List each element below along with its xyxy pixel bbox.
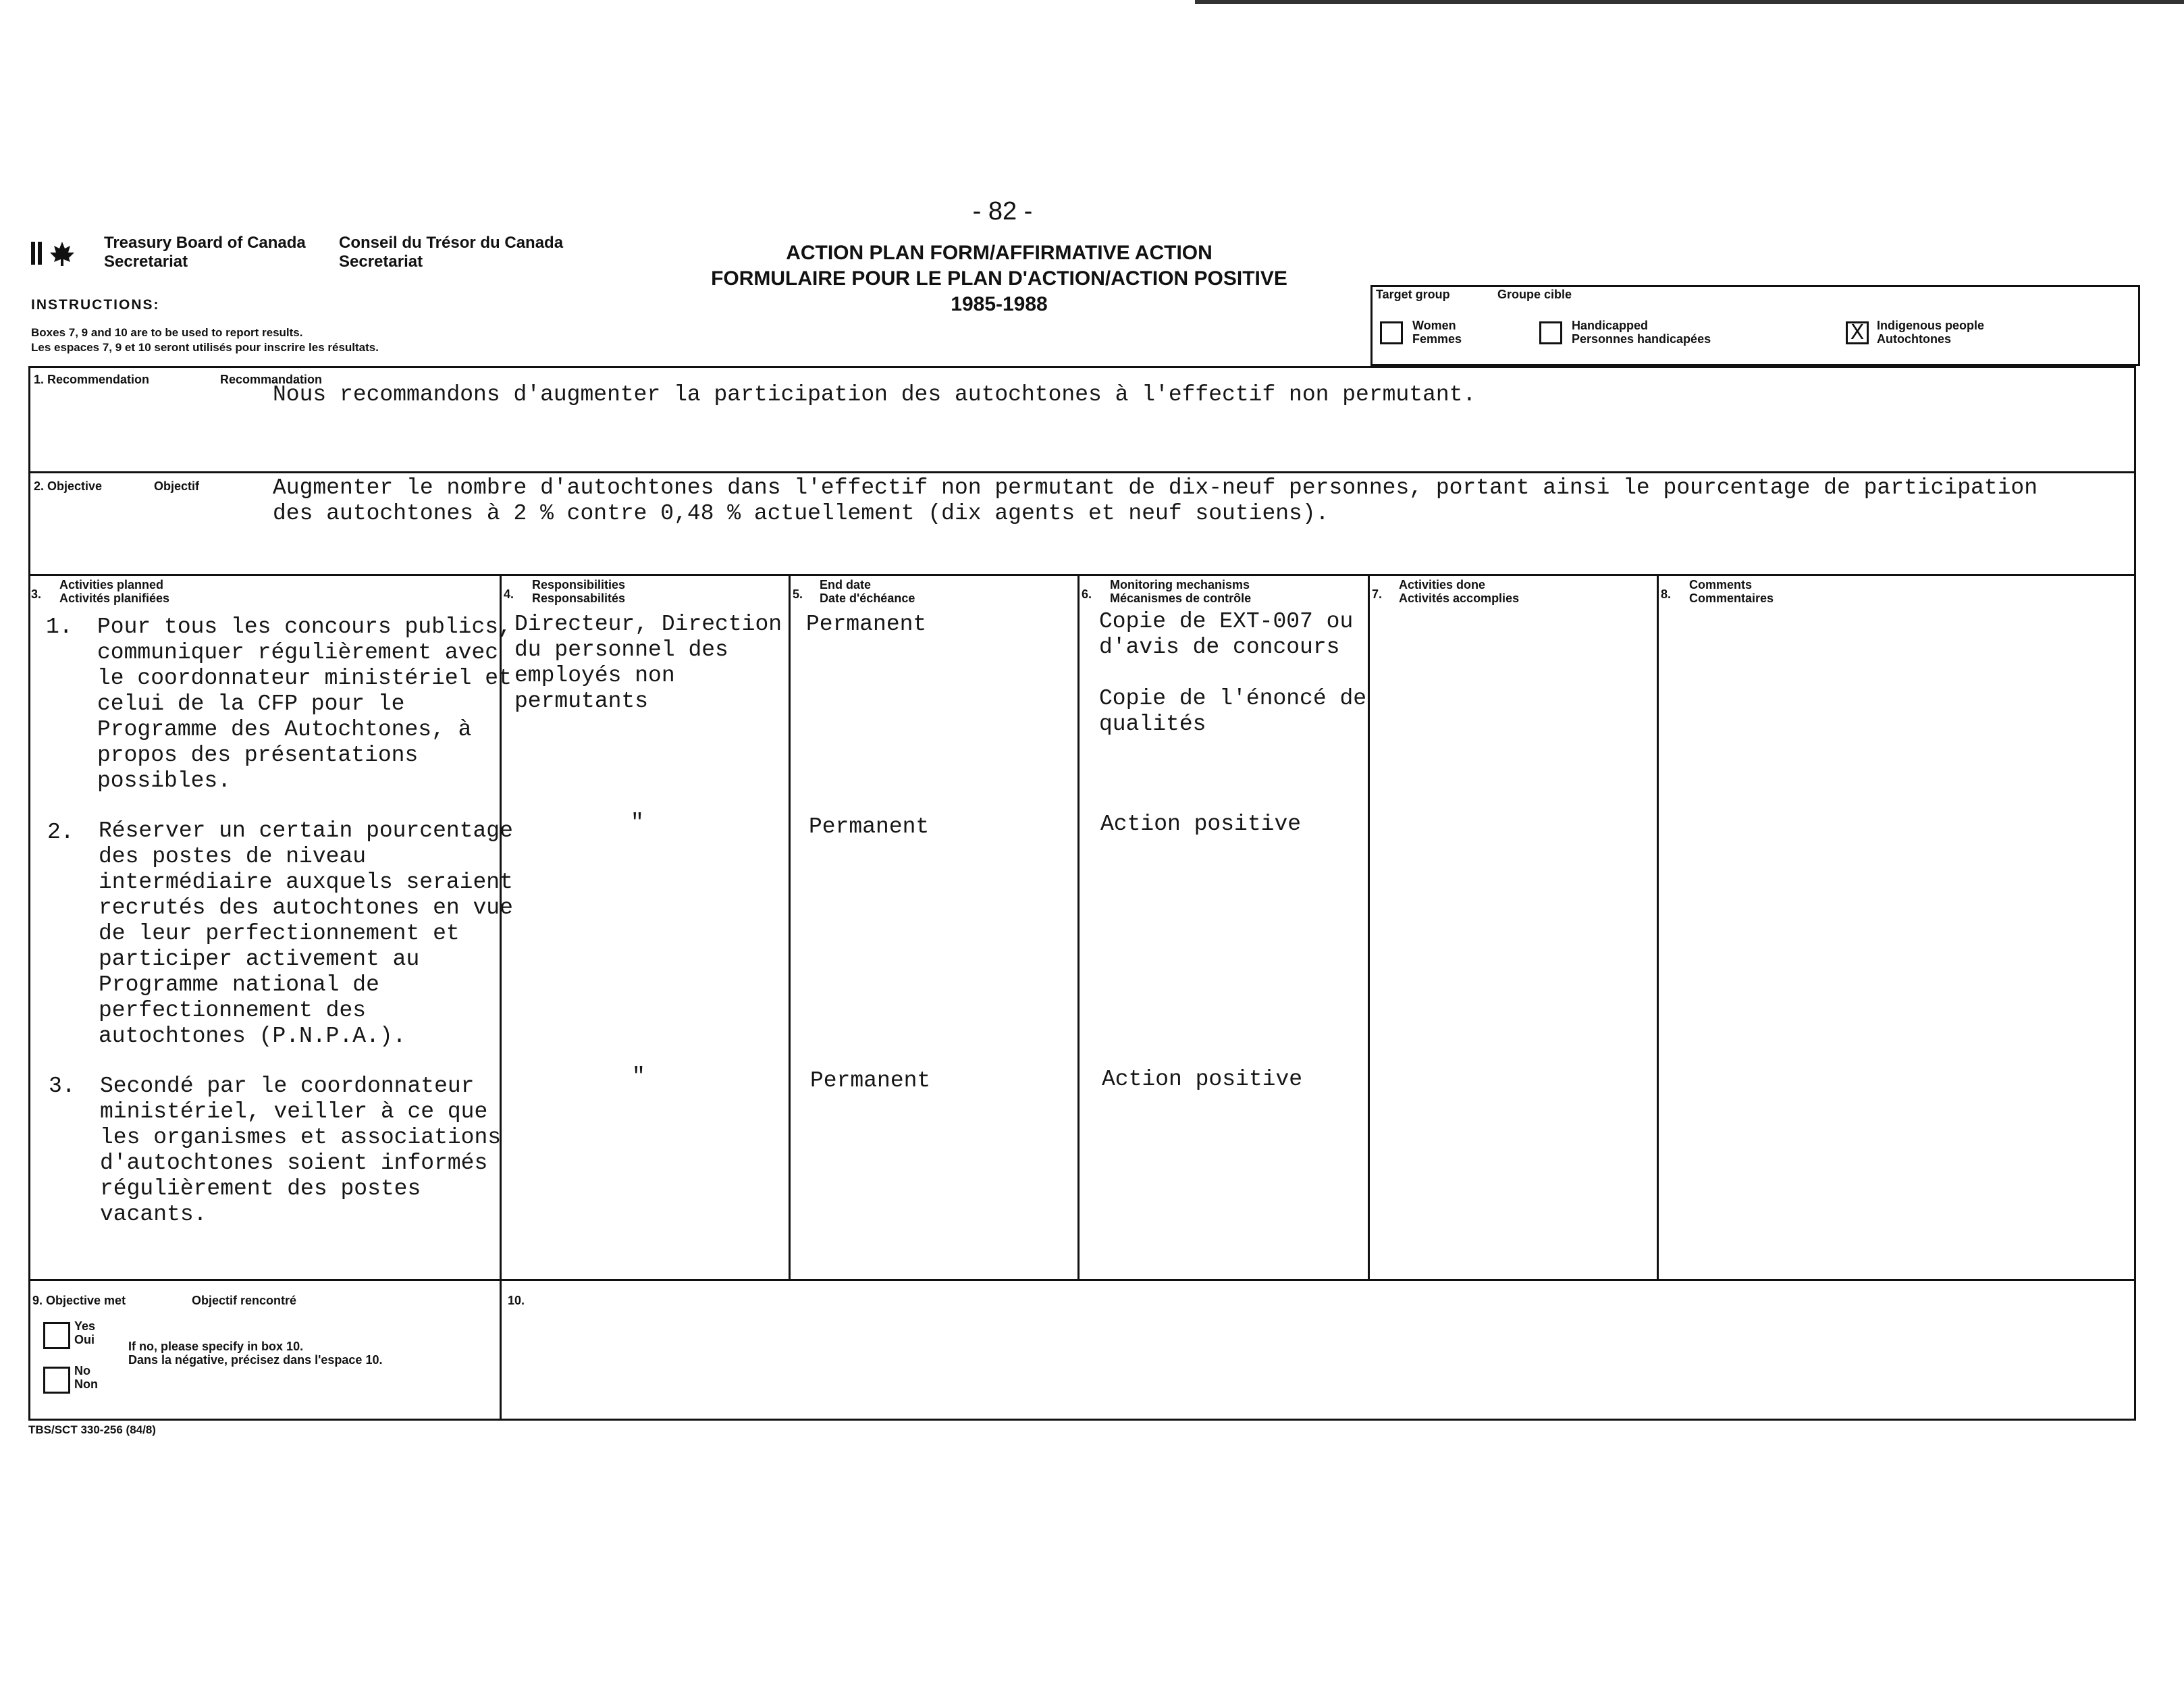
title-line2: FORMULAIRE POUR LE PLAN D'ACTION/ACTION POSITIVE (711, 267, 1287, 290)
col7-en: Activities done (1399, 578, 1486, 591)
row1-activity (97, 614, 512, 794)
note-en: If no, please specify in box 10. (128, 1340, 304, 1353)
col8-num: 8. (1661, 587, 1672, 601)
indigenous-en: Indigenous people (1877, 319, 1985, 332)
row2-number: 2. (47, 820, 74, 845)
row1-activity-line: possibles. (97, 768, 232, 793)
row1-mon-line: Copie de EXT-007 ou (1099, 609, 1354, 634)
col3-header (59, 578, 169, 605)
target-group-box (1370, 285, 2140, 366)
org-fr-line2: Secretariat (339, 253, 423, 271)
women-en: Women (1412, 319, 1456, 332)
no-en: No (74, 1364, 90, 1377)
row1-activity-line: communiquer régulièrement avec (97, 640, 499, 665)
row2-activity (99, 818, 513, 1049)
handicapped-checkbox[interactable] (1539, 321, 1562, 344)
recommendation-label-fr: Recommandation (220, 373, 323, 386)
form-title (635, 240, 1364, 317)
col6-num: 6. (1082, 587, 1092, 601)
indigenous-checkbox[interactable]: X (1846, 321, 1869, 344)
row1-end-date: Permanent (806, 612, 927, 637)
org-en-line2: Secretariat (104, 253, 188, 271)
row3-activity-line: ministériel, veiller à ce que (100, 1099, 488, 1124)
row3-activity-line: régulièrement des postes (100, 1176, 421, 1201)
row2-monitoring: Action positive (1100, 812, 1302, 837)
scan-edge-line (1195, 0, 2184, 4)
divider-3 (28, 1279, 2136, 1281)
col-divider-6 (1077, 574, 1080, 1280)
row2-end-date: Permanent (809, 814, 930, 839)
row2-activity-line: Réserver un certain pourcentage (99, 818, 513, 843)
org-fr-line1: Conseil du Trésor du Canada (339, 234, 564, 252)
title-years: 1985-1988 (951, 293, 1048, 315)
row1-monitoring (1099, 609, 1366, 737)
women-label (1412, 319, 1462, 346)
col4-fr: Responsabilités (532, 591, 626, 605)
women-fr: Femmes (1412, 332, 1462, 346)
indigenous-label (1877, 319, 1984, 346)
col-divider-8 (1657, 574, 1659, 1280)
row1-number: 1. (46, 614, 73, 639)
row1-activity-line: le coordonnateur ministériel et (97, 666, 512, 691)
row3-end-date: Permanent (810, 1068, 931, 1093)
form-code: TBS/SCT 330-256 (84/8) (28, 1423, 156, 1436)
row2-activity-line: des postes de niveau (99, 844, 367, 869)
org-name-en (104, 234, 306, 271)
col5-fr: Date d'échéance (820, 591, 915, 605)
section10-field[interactable] (509, 1310, 2129, 1411)
row3-monitoring: Action positive (1102, 1067, 1303, 1092)
col5-num: 5. (793, 587, 803, 601)
col5-en: End date (820, 578, 872, 591)
canada-flag-icon (30, 239, 84, 267)
objective-label: 2. Objective (34, 479, 103, 493)
col3-en: Activities planned (59, 578, 164, 591)
col4-header (532, 578, 625, 605)
row3-activity-line: les organismes et associations (100, 1125, 502, 1150)
recommendation-label: 1. Recommendation (34, 373, 150, 386)
row2-activity-line: de leur perfectionnement et (99, 921, 460, 946)
col7-fr: Activités accomplies (1399, 591, 1520, 605)
row1-responsibility (514, 612, 782, 714)
if-no-note (128, 1340, 382, 1367)
row3-activity-line: vacants. (100, 1202, 207, 1227)
row3-activity (100, 1074, 501, 1228)
no-label (74, 1364, 98, 1391)
instructions-fr: Les espaces 7, 9 et 10 seront utilisés pour inscrire les résultats. (31, 341, 379, 354)
col4-en: Responsibilities (532, 578, 626, 591)
row1-activity-line: propos des présentations (97, 743, 419, 768)
col7-num: 7. (1372, 587, 1383, 601)
objective-line1: Augmenter le nombre d'autochtones dans l'effectif non permutant de dix-neuf personnes, portant ainsi le pourcentage de participation (273, 475, 2038, 500)
objective-line2: des autochtones à 2 % contre 0,48 % actuellement (dix agents et neuf soutiens). (273, 501, 1329, 526)
yes-checkbox[interactable] (43, 1322, 70, 1349)
col8-header (1689, 578, 1774, 605)
target-group-label-fr: Groupe cible (1497, 288, 1572, 301)
org-en-line1: Treasury Board of Canada (104, 234, 306, 252)
row1-resp-line: du personnel des (514, 637, 728, 662)
row1-resp-line: permutants (514, 689, 649, 714)
indigenous-fr: Autochtones (1877, 332, 1951, 346)
handicapped-en: Handicapped (1572, 319, 1649, 332)
target-group-label: Target group (1376, 288, 1450, 301)
col3-num: 3. (31, 587, 42, 601)
row1-mon-line: qualités (1099, 712, 1206, 737)
row3-number: 3. (49, 1074, 76, 1099)
no-checkbox[interactable] (43, 1367, 70, 1394)
row3-activity-line: d'autochtones soient informés (100, 1151, 488, 1176)
instructions-en: Boxes 7, 9 and 10 are to be used to report results. (31, 326, 303, 339)
col-divider-7 (1368, 574, 1370, 1280)
row1-activity-line: celui de la CFP pour le (97, 691, 405, 716)
objective-met-label-fr: Objectif rencontré (192, 1294, 297, 1307)
instructions-heading: INSTRUCTIONS: (31, 297, 160, 313)
row1-resp-line: Directeur, Direction (514, 612, 782, 637)
divider-1 (28, 471, 2136, 473)
row1-mon-line: d'avis de concours (1099, 635, 1340, 660)
col6-header (1110, 578, 1251, 605)
objective-text (273, 475, 2037, 527)
objective-label-fr: Objectif (154, 479, 200, 493)
col4-num: 4. (504, 587, 514, 601)
row1-mon-line: Copie de l'énoncé de (1099, 686, 1367, 711)
org-name-fr (339, 234, 563, 271)
col-divider-5 (789, 574, 791, 1280)
no-fr: Non (74, 1377, 98, 1391)
divider-2 (28, 574, 2136, 576)
row1-activity-line: Pour tous les concours publics, (97, 614, 512, 639)
section10-label: 10. (508, 1294, 525, 1307)
yes-en: Yes (74, 1319, 96, 1333)
col6-en: Monitoring mechanisms (1110, 578, 1250, 591)
row2-activity-line: participer activement au (99, 947, 420, 972)
row3-activity-line: Secondé par le coordonnateur (100, 1074, 475, 1099)
instructions-text (31, 325, 379, 355)
col6-fr: Mécanismes de contrôle (1110, 591, 1252, 605)
yes-label (74, 1319, 95, 1346)
objective-met-label: 9. Objective met (32, 1294, 126, 1307)
col8-fr: Commentaires (1689, 591, 1774, 605)
handicapped-label (1572, 319, 1711, 346)
row2-activity-line: Programme national de (99, 972, 379, 997)
row2-activity-line: autochtones (P.N.P.A.). (99, 1024, 406, 1049)
note-fr: Dans la négative, précisez dans l'espace 10. (128, 1353, 383, 1367)
title-line1: ACTION PLAN FORM/AFFIRMATIVE ACTION (786, 242, 1213, 264)
women-checkbox[interactable] (1380, 321, 1403, 344)
row1-mon-spacer (1099, 660, 1366, 686)
yes-fr: Oui (74, 1333, 95, 1346)
recommendation-text: Nous recommandons d'augmenter la participation des autochtones à l'effectif non permutant. (273, 382, 1476, 407)
row1-activity-line: Programme des Autochtones, à (97, 717, 472, 742)
col5-header (820, 578, 915, 605)
row2-activity-line: perfectionnement des (99, 998, 367, 1023)
page-number: - 82 - (972, 197, 1033, 226)
handicapped-fr: Personnes handicapées (1572, 332, 1711, 346)
row2-activity-line: intermédiaire auxquels seraient (99, 870, 513, 895)
row2-responsibility: " (631, 810, 644, 835)
row3-responsibility: " (632, 1064, 645, 1089)
row1-resp-line: employés non (514, 663, 675, 688)
row2-activity-line: recrutés des autochtones en vue (99, 895, 513, 920)
col3-fr: Activités planifiées (59, 591, 170, 605)
col7-header (1399, 578, 1519, 605)
col8-en: Comments (1689, 578, 1753, 591)
